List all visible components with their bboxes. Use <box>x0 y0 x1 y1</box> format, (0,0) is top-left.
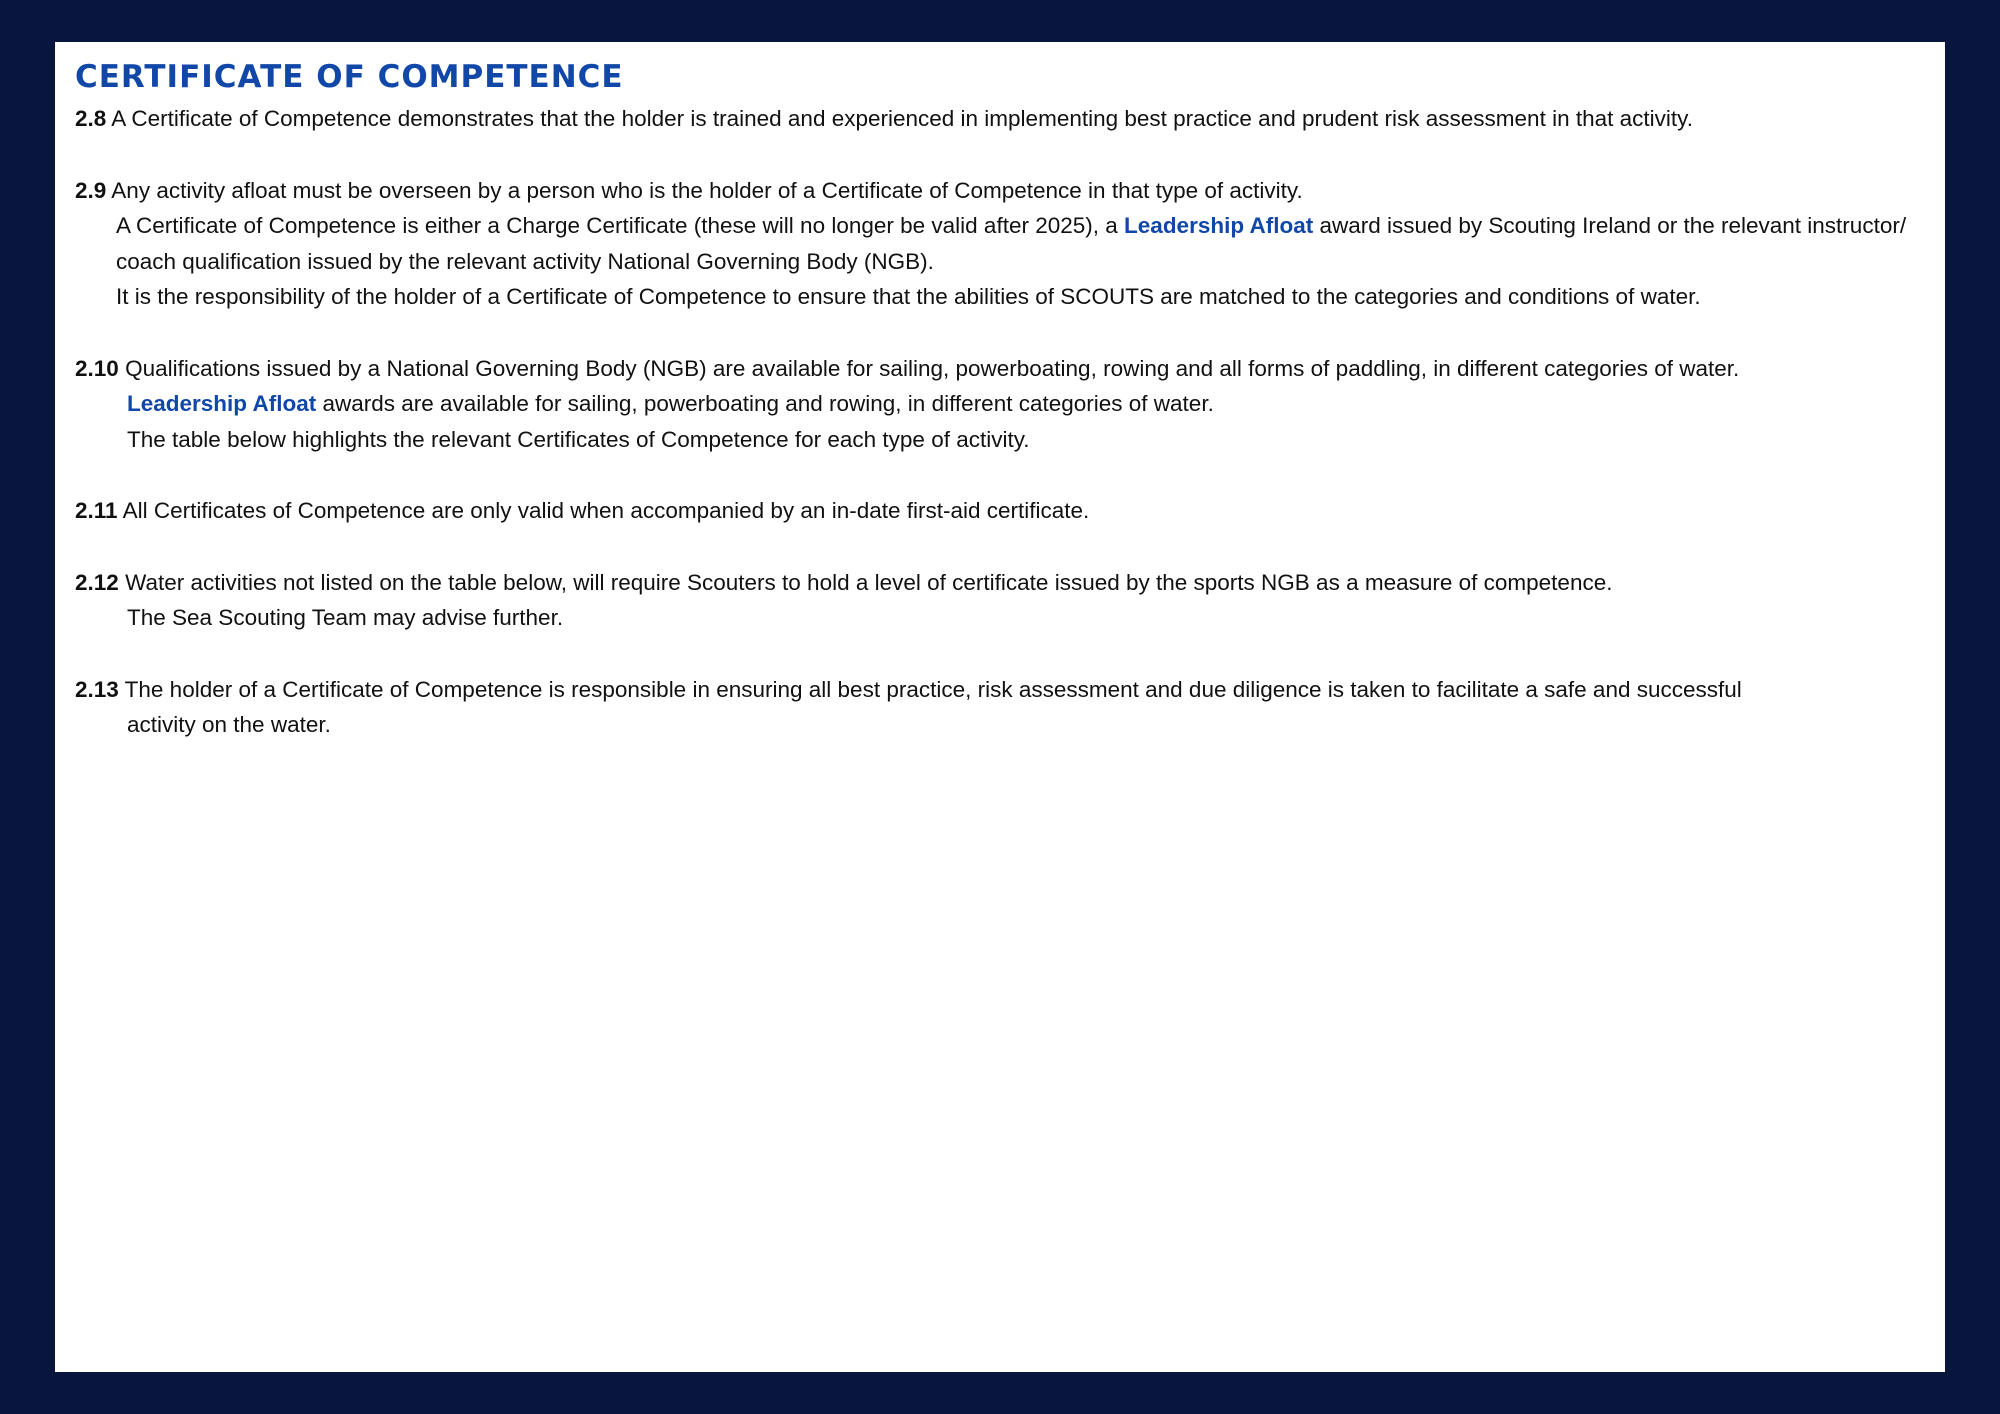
page-title: CERTIFICATE OF COMPETENCE <box>75 59 624 95</box>
section-text: award issued by Scouting Ireland or the relevant instructor/ coach qualification issued by the relevant activity National Governing Body (NGB). <box>116 213 1907 274</box>
section-2-9 <box>75 173 1925 315</box>
section-2-9-line-3 <box>75 279 1925 315</box>
section-2-13 <box>75 672 1925 743</box>
section-text: activity on the water. <box>127 712 331 737</box>
section-2-10-line-1 <box>75 351 1925 387</box>
section-2-11 <box>75 493 1925 529</box>
section-2-10 <box>75 351 1925 458</box>
section-2-10-line-2 <box>75 386 1925 422</box>
section-2-9-line-2 <box>75 208 1925 279</box>
section-number: 2.9 <box>75 177 107 203</box>
section-text: The table below highlights the relevant Certificates of Competence for each type of activity. <box>127 426 1030 452</box>
leadership-afloat-highlight: Leadership Afloat <box>127 391 317 416</box>
section-number: 2.13 <box>75 676 119 702</box>
section-2-12-line-1 <box>75 565 1925 601</box>
section-text: The Sea Scouting Team may advise further. <box>127 605 564 630</box>
section-text: Qualifications issued by a National Governing Body (NGB) are available for sailing, powerboating, rowing and all forms of paddling, in different categories of water. <box>125 355 1740 381</box>
section-number: 2.10 <box>75 355 119 381</box>
section-text: A Certificate of Competence demonstrates that the holder is trained and experienced in implementing best practice and prudent risk assessment in that activity. <box>111 106 1693 131</box>
section-text: The holder of a Certificate of Competence is responsible in ensuring all best practice, risk assessment and due diligence is taken to facilitate a safe and successful <box>124 676 1742 702</box>
section-text: It is the responsibility of the holder of a Certificate of Competence to ensure that the abilities of SCOUTS are matched to the categories and conditions of water. <box>116 284 1701 309</box>
section-2-13-line-2 <box>75 707 1925 743</box>
section-text: A Certificate of Competence is either a Charge Certificate (these will no longer be valid after 2025), a <box>116 213 1118 238</box>
section-text: Any activity afloat must be overseen by a person who is the holder of a Certificate of Competence in that type of activity. <box>111 177 1303 203</box>
section-number: 2.8 <box>75 106 107 131</box>
document-page <box>55 42 1945 1372</box>
section-text: awards are available for sailing, powerboating and rowing, in different categories of water. <box>322 391 1214 416</box>
section-2-8 <box>75 101 1925 137</box>
section-2-10-line-3 <box>75 422 1925 458</box>
section-2-13-line-1 <box>75 672 1925 708</box>
section-text: Water activities not listed on the table below, will require Scouters to hold a level of certificate issued by the sports NGB as a measure of competence. <box>125 569 1613 595</box>
section-2-12-line-2 <box>75 600 1925 636</box>
section-number: 2.12 <box>75 569 119 595</box>
section-2-12 <box>75 565 1925 636</box>
section-2-8-line <box>75 101 1925 137</box>
leadership-afloat-highlight: Leadership Afloat <box>1124 213 1314 238</box>
section-number: 2.11 <box>75 498 118 523</box>
section-text: All Certificates of Competence are only valid when accompanied by an in-date first-aid certificate. <box>122 498 1090 523</box>
section-2-9-line-1 <box>75 173 1925 209</box>
section-2-11-line <box>75 493 1925 529</box>
